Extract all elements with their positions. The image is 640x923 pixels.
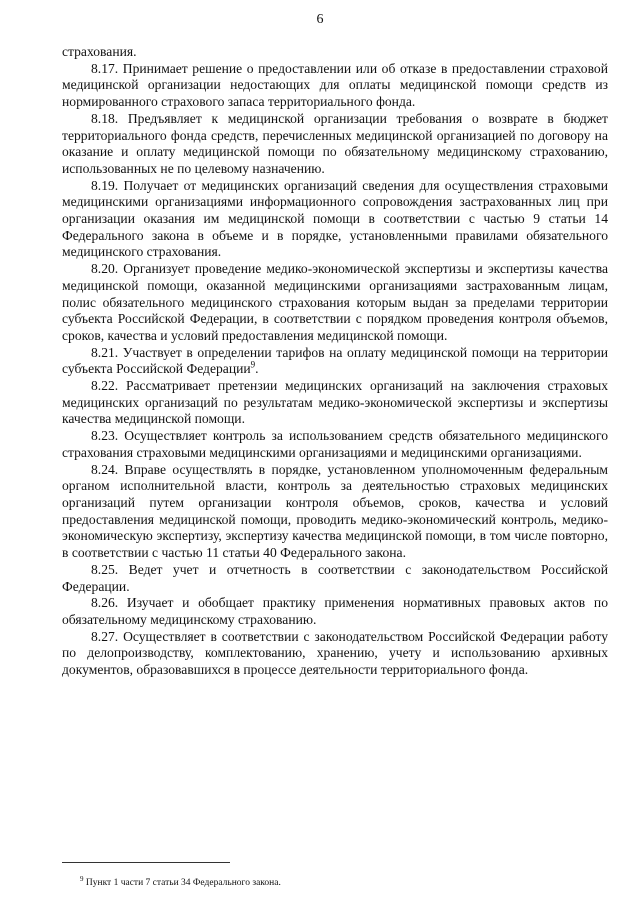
document-body — [62, 44, 608, 679]
paragraph-8-27: 8.27. Осуществляет в соответствии с законодательством Российской Федерации работу по делопроизводству, комплектованию, хранению, учету и использованию архивных документов, образовавшихся в процессе деятельности территориального фонда. — [62, 628, 608, 678]
paragraph-8-24: 8.24. Вправе осуществлять в порядке, установленном уполномоченным федеральным органом исполнительной власти, контроль за деятельностью страховых медицинских организаций путем организации контроля объемов, сроков, качества и условий предоставления медицинской помощи, проводить медико-экономический контроль, медико-экономическую экспертизу, экспертизу качества медицинской помощи, в том числе повторно, в соответствии с частью 11 статьи 40 Федерального закона. — [62, 461, 608, 561]
intro-continuation: страхования. — [62, 44, 137, 59]
footnote-reference: 9 — [250, 359, 256, 370]
paragraph-8-22: 8.22. Рассматривает претензии медицинских организаций на заключения страховых медицинских организаций по результатам медико-экономической экспертизы и экспертизы качества медицинской помощи. — [62, 378, 608, 427]
footnote-number: 9 — [80, 875, 84, 883]
paragraph-8-26: 8.26. Изучает и обобщает практику применения нормативных правовых актов по обязательному медицинскому страхованию. — [62, 595, 608, 627]
footnote — [80, 873, 560, 889]
paragraph-8-19: 8.19. Получает от медицинских организаций сведения для осуществления страховыми медицинскими организациями информационного сопровождения застрахованных лиц при организации оказания им медицинской помощи в соответствии с частью 9 статьи 14 Федерального закона в объеме и в порядке, установленными правилами обязательного медицинского страхования. — [62, 177, 608, 260]
paragraph-8-21-end: . — [255, 361, 259, 377]
paragraph-8-20: 8.20. Организует проведение медико-экономической экспертизы и экспертизы качества медицинской помощи, оказанной медицинскими организациями застрахованным лицам, полис обязательного медицинского страхования которым выдан за пределами территории субъекта Российской Федерации, в соответствии с порядком проведения контроля объемов, сроков, качества и условий предоставления медицинской помощи. — [62, 261, 608, 343]
paragraph-8-23: 8.23. Осуществляет контроль за использованием средств обязательного медицинского страхования страховыми медицинскими организациями и медицинскими организациями. — [62, 428, 608, 460]
paragraph-8-25: 8.25. Ведет учет и отчетность в соответствии с законодательством Российской Федерации. — [62, 561, 608, 594]
page-number: 6 — [316, 12, 324, 27]
paragraph-8-21-text: 8.21. Участвует в определении тарифов на оплату медицинской помощи на территории субъекта Российской Федерации — [62, 344, 608, 377]
footnote-text: Пункт 1 части 7 статьи 34 Федерального закона. — [85, 878, 281, 889]
paragraph-8-18: 8.18. Предъявляет к медицинской организации требования о возврате в бюджет территориального фонда средств, перечисленных медицинской организацией по договору на оказание и оплату медицинской помощи по обязательному медицинскому страхованию, использованных не по целевому назначению. — [62, 110, 608, 176]
footnote-divider — [62, 862, 230, 863]
paragraph-8-17: 8.17. Принимает решение о предоставлении или об отказе в предоставлении страховой медицинской организации недостающих для оплаты медицинской помощи средств из нормированного страхового запаса территориального фонда. — [62, 60, 608, 110]
paragraph-8-21 — [62, 345, 608, 378]
